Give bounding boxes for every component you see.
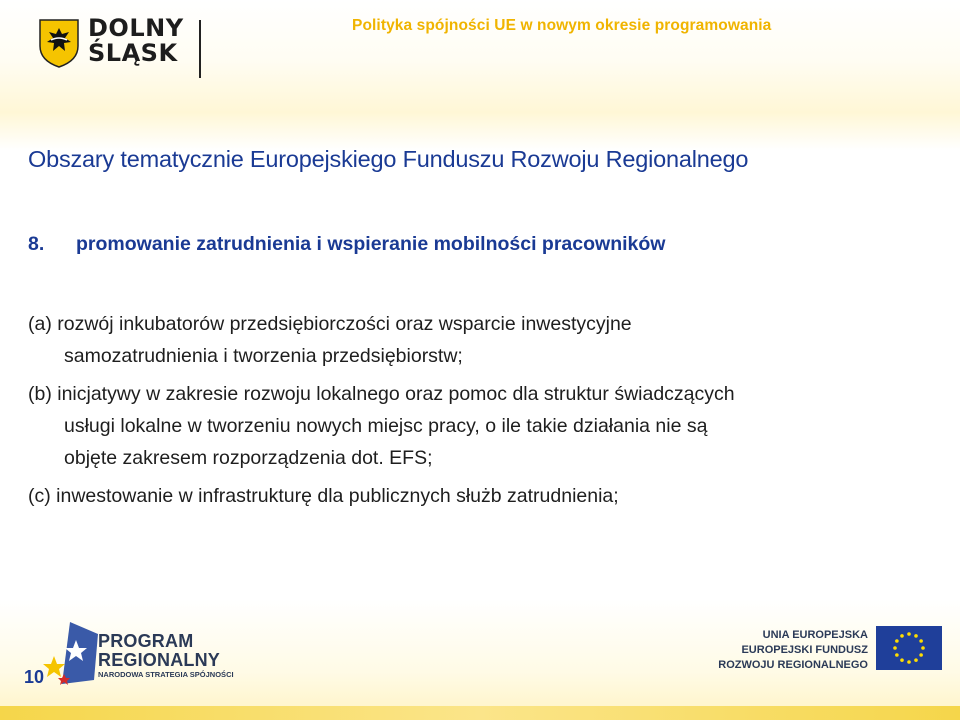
dolny-slask-logo-text — [88, 16, 184, 66]
logo-divider — [199, 20, 201, 78]
eu-line-1: UNIA EUROPEJSKA — [762, 629, 868, 641]
page-number: 10 — [24, 667, 45, 687]
dolny-slask-shield-icon — [38, 18, 80, 68]
eu-star — [921, 646, 925, 650]
program-line-2: REGIONALNY — [98, 650, 221, 670]
eu-star — [919, 653, 923, 657]
eu-fund-text — [700, 628, 868, 673]
paragraph-b-line-3: objęte zakresem rozporządzenia dot. EFS; — [64, 447, 433, 469]
eu-star — [900, 658, 904, 662]
paragraph-a — [28, 308, 632, 372]
paragraph-b-line-2: usługi lokalne w tworzeniu nowych miejsc pracy, o ile takie działania nie są — [64, 415, 708, 437]
paragraph-b-line-1: (b) inicjatywy w zakresie rozwoju lokalnego oraz pomoc dla struktur świadczących — [28, 383, 735, 405]
paragraph-a-line-1: (a) rozwój inkubatorów przedsiębiorczości oraz wsparcie inwestycyjne — [28, 313, 632, 335]
paragraph-c-line-1: (c) inwestowanie w infrastrukturę dla publicznych służb zatrudnienia; — [28, 485, 619, 507]
eu-line-3: ROZWOJU REGIONALNEGO — [718, 659, 868, 671]
eu-line-2: EUROPEJSKI FUNDUSZ — [741, 644, 868, 656]
program-regionalny-logo — [98, 632, 220, 670]
eu-star — [919, 639, 923, 643]
item-8-heading — [28, 233, 665, 256]
eu-star — [914, 658, 918, 662]
paragraph-a-line-2: samozatrudnienia i tworzenia przedsiębiorstw; — [64, 345, 463, 367]
program-line-1: PROGRAM — [98, 631, 194, 651]
slide-title: Obszary tematycznie Europejskiego Funduszu Rozwoju Regionalnego — [28, 146, 749, 172]
eu-flag-icon — [876, 626, 942, 670]
footer-stripe — [0, 706, 960, 720]
program-subtitle: NARODOWA STRATEGIA SPÓJNOŚCI — [98, 670, 234, 679]
program-regionalny-star-icon — [40, 620, 100, 686]
eu-star — [895, 639, 899, 643]
eu-star — [893, 646, 897, 650]
logo-line-2: ŚLĄSK — [88, 39, 178, 67]
item-number: 8. — [28, 233, 45, 255]
eu-star — [907, 632, 911, 636]
paragraph-b — [28, 378, 735, 474]
header-title: Polityka spójności UE w nowym okresie programowania — [352, 17, 772, 34]
paragraph-c — [28, 480, 619, 512]
item-text: promowanie zatrudnienia i wspieranie mobilności pracowników — [76, 233, 666, 255]
eu-star — [900, 634, 904, 638]
logo-line-1: DOLNY — [88, 14, 184, 42]
eu-star — [895, 653, 899, 657]
eu-star — [914, 634, 918, 638]
eu-star — [907, 660, 911, 664]
